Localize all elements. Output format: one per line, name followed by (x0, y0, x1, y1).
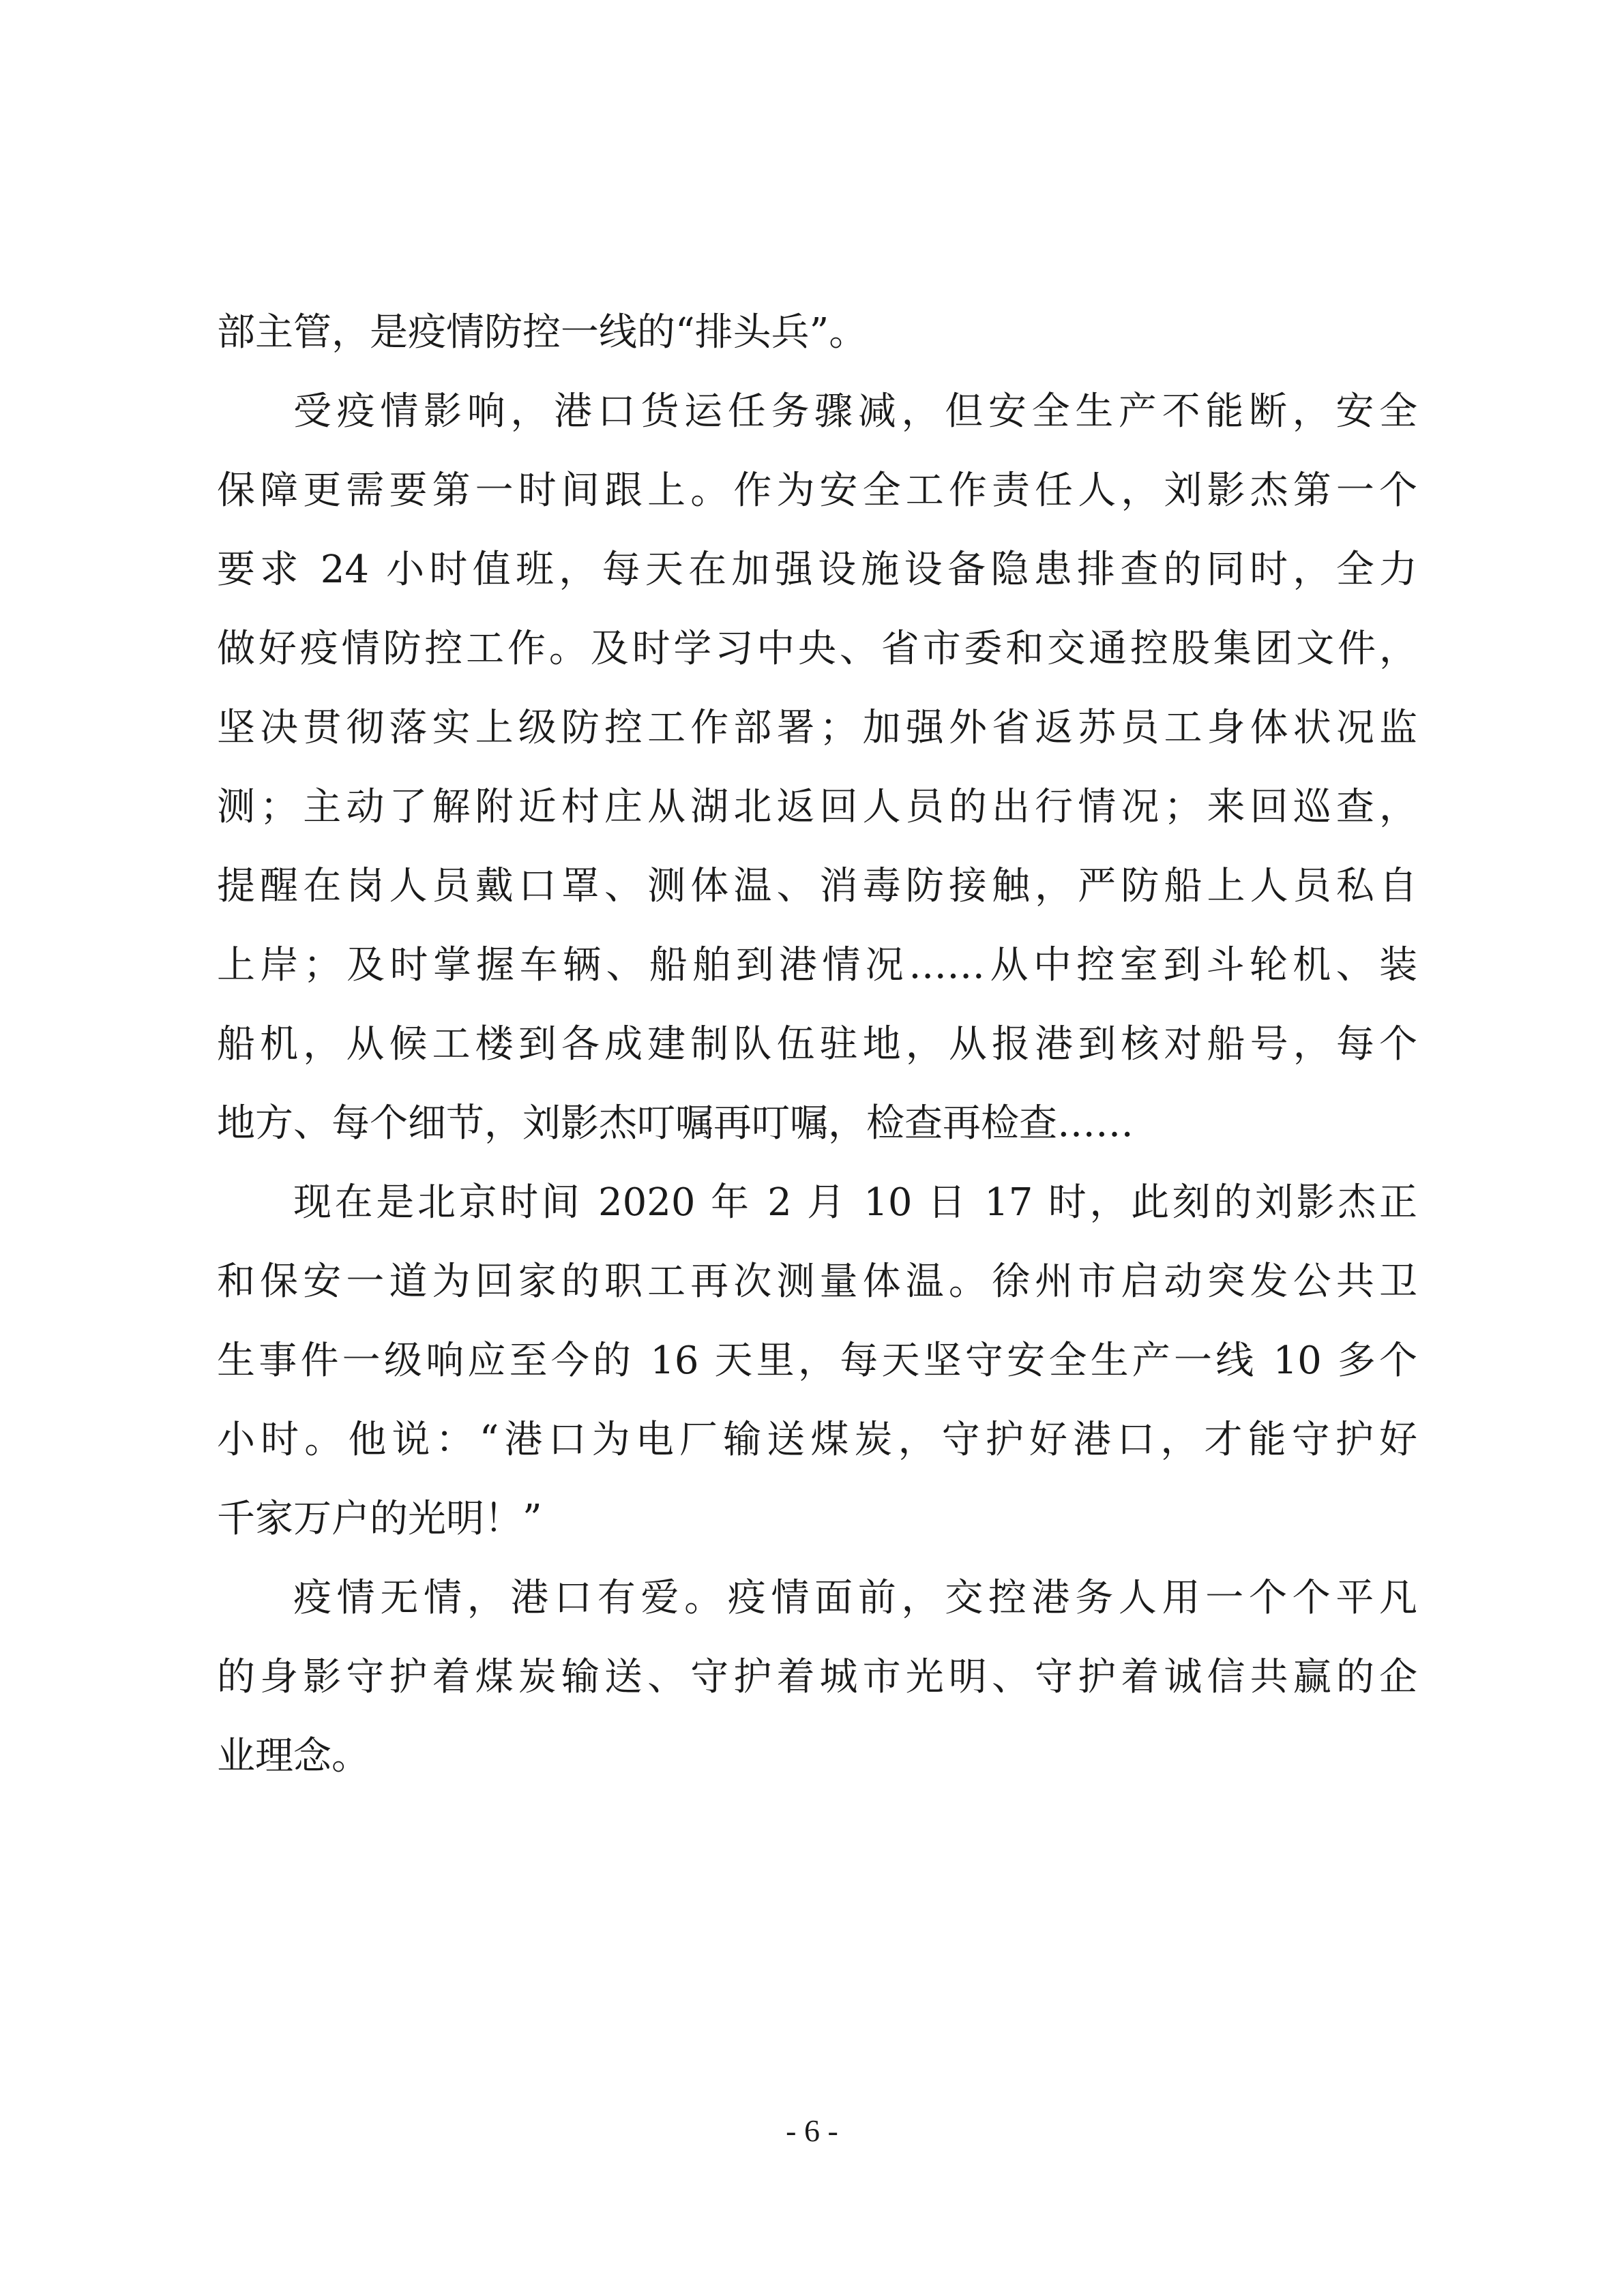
paragraph-safety-duty (217, 372, 1417, 1163)
text-line: 部主管，是疫情防控一线的“排头兵”。 (217, 310, 868, 355)
body-text (217, 293, 1417, 1796)
text-line: 地方、每个细节，刘影杰叮嘱再叮嘱，检查再检查…… (217, 1101, 1134, 1146)
paragraph-closing (217, 1559, 1417, 1796)
text-line: 船机，从候工楼到各成建制队伍驻地，从报港到核对船号，每个 (217, 1022, 1417, 1067)
text-line: 坚决贯彻落实上级防控工作部署；加强外省返苏员工身体状况监 (217, 706, 1417, 750)
text-line: 受疫情影响，港口货运任务骤减，但安全生产不能断，安全 (293, 389, 1417, 434)
text-line: 和保安一道为回家的职工再次测量体温。徐州市启动突发公共卫 (217, 1259, 1417, 1304)
text-line: 千家万户的光明！” (217, 1497, 542, 1541)
paragraph-continuation (217, 293, 1417, 372)
text-line: 现在是北京时间 2020 年 2 月 10 日 17 时，此刻的刘影杰正 (293, 1180, 1417, 1225)
text-line: 做好疫情防控工作。及时学习中央、省市委和交通控股集团文件， (217, 627, 1417, 671)
text-line: 小时。他说：“港口为电厂输送煤炭，守护好港口，才能守护好 (217, 1418, 1417, 1462)
paragraph-current-time (217, 1163, 1417, 1559)
text-line: 业理念。 (217, 1734, 370, 1778)
text-line: 生事件一级响应至今的 16 天里，每天坚守安全生产一线 10 多个 (217, 1339, 1417, 1383)
text-line: 保障更需要第一时间跟上。作为安全工作责任人，刘影杰第一个 (217, 468, 1417, 513)
text-line: 的身影守护着煤炭输送、守护着城市光明、守护着诚信共赢的企 (217, 1655, 1417, 1699)
page-number: - 6 - (786, 2113, 838, 2148)
text-line: 要求 24 小时值班，每天在加强设施设备隐患排查的同时，全力 (217, 548, 1417, 592)
text-line: 上岸；及时掌握车辆、船舶到港情况……从中控室到斗轮机、装 (217, 943, 1417, 987)
text-line: 测；主动了解附近村庄从湖北返回人员的出行情况；来回巡查， (217, 785, 1417, 829)
text-line: 提醒在岗人员戴口罩、测体温、消毒防接触，严防船上人员私自 (217, 864, 1417, 908)
text-line: 疫情无情，港口有爱。疫情面前，交控港务人用一个个平凡 (293, 1576, 1417, 1620)
